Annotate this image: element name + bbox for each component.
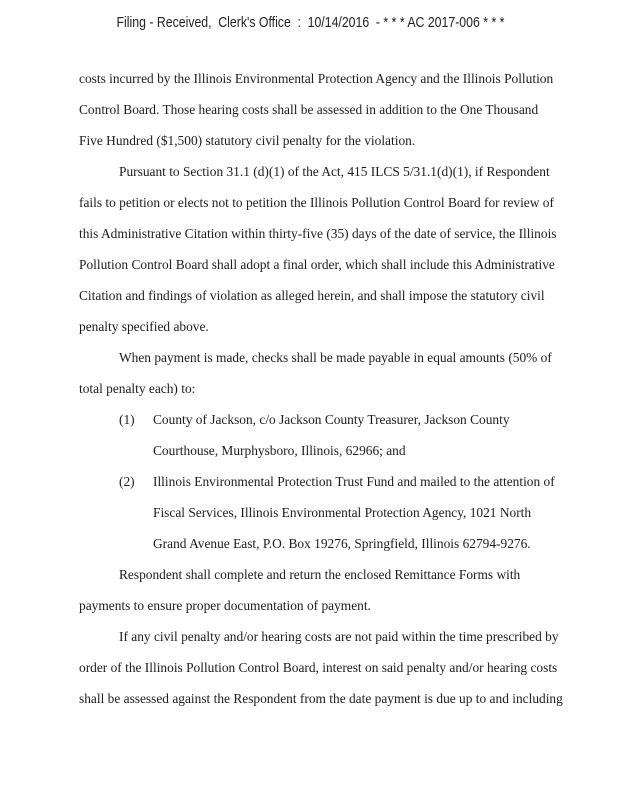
- text-line: Pollution Control Board shall adopt a final order, which shall include this Administrative: [79, 257, 555, 272]
- text-line: When payment is made, checks shall be made payable in equal amounts (50% of: [119, 350, 552, 365]
- text-line: Citation and findings of violation as alleged herein, and shall impose the statutory civil: [79, 288, 545, 303]
- paragraph-final-order: [79, 156, 559, 342]
- text-line: Five Hundred ($1,500) statutory civil penalty for the violation.: [79, 133, 416, 148]
- text-line: Fiscal Services, Illinois Environmental Protection Agency, 1021 North: [153, 505, 532, 520]
- text-line: Respondent shall complete and return the enclosed Remittance Forms with: [119, 567, 521, 582]
- text-line: Control Board. Those hearing costs shall be assessed in addition to the One Thousand: [79, 102, 539, 117]
- paragraph-hearing-costs: [79, 63, 559, 156]
- text-line: shall be assessed against the Respondent from the date payment is due up to and including: [79, 691, 563, 706]
- text-line: fails to petition or elects not to petition the Illinois Pollution Control Board for review of: [79, 195, 554, 210]
- text-line: order of the Illinois Pollution Control Board, interest on said penalty and/or hearing costs: [79, 660, 558, 675]
- document-body: [79, 63, 563, 714]
- stamp-filing-received: Filing - Received,: [116, 14, 212, 31]
- stamp-case-id: - * * * AC 2017-006 * * *: [375, 14, 505, 31]
- text-line: penalty specified above.: [79, 319, 209, 334]
- payee-number: (2): [119, 474, 135, 489]
- text-line: Grand Avenue East, P.O. Box 19276, Springfield, Illinois 62794-9276.: [153, 536, 531, 551]
- text-line: costs incurred by the Illinois Environmental Protection Agency and the Illinois Pollution: [79, 71, 554, 86]
- text-line: payments to ensure proper documentation of payment.: [79, 598, 371, 613]
- payee-item-2: [79, 466, 559, 559]
- text-line: Illinois Environmental Protection Trust Fund and mailed to the attention of: [153, 474, 555, 489]
- text-line: total penalty each) to:: [79, 381, 196, 396]
- stamp-clerks-office: Clerk's Office: [218, 14, 291, 31]
- stamp-date: 10/14/2016: [307, 14, 370, 31]
- filing-stamp: [56, 14, 565, 31]
- text-line: this Administrative Citation within thirty-five (35) days of the date of service, the Illinois: [79, 226, 557, 241]
- text-line: County of Jackson, c/o Jackson County Treasurer, Jackson County: [153, 412, 510, 427]
- payee-item-1: [79, 404, 559, 466]
- text-line: If any civil penalty and/or hearing costs are not paid within the time prescribed by: [119, 629, 559, 644]
- text-line: Courthouse, Murphysboro, Illinois, 62966; and: [153, 443, 406, 458]
- text-line: Pursuant to Section 31.1 (d)(1) of the Act, 415 ILCS 5/31.1(d)(1), if Respondent: [119, 164, 550, 179]
- paragraph-interest: [79, 621, 563, 714]
- stamp-separator: :: [297, 14, 301, 31]
- paragraph-remittance: [79, 559, 559, 621]
- payee-number: (1): [119, 412, 135, 427]
- paragraph-payment: [79, 342, 559, 404]
